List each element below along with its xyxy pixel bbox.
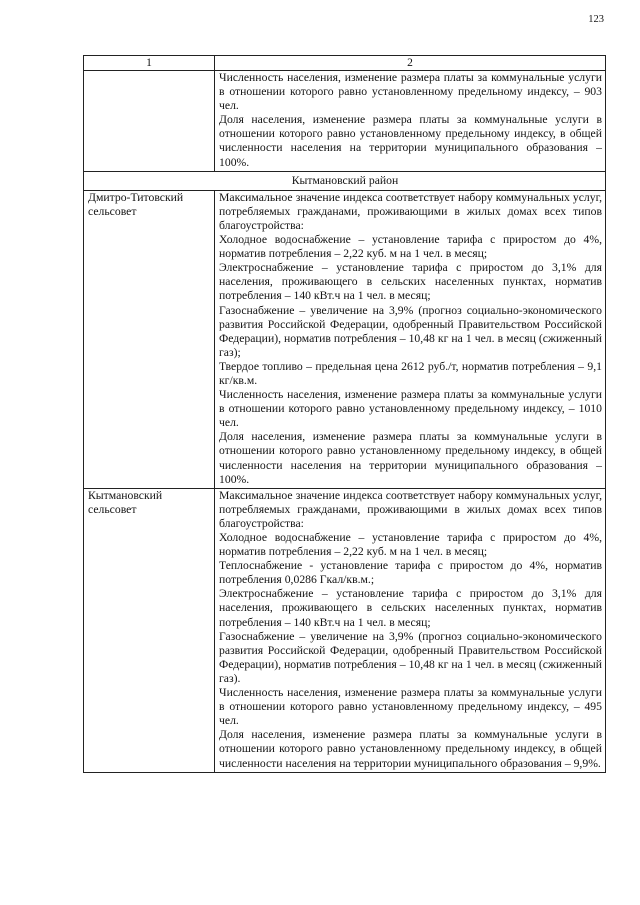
paragraph: Доля населения, изменение размера платы за коммунальные услуги в отношении которого равно установленному предельному индексу, в общей численности населения на территории муниципального образования – 100%. — [219, 113, 602, 169]
table-row-continuation — [84, 71, 606, 172]
row-name-cell: Кытмановский сельсовет — [84, 488, 215, 772]
row-name-cell — [84, 71, 215, 172]
row-text-cell — [215, 190, 606, 488]
paragraph: Твердое топливо – предельная цена 2612 руб./т, норматив потребления – 9,1 кг/кв.м. — [219, 359, 602, 387]
paragraph: Численность населения, изменение размера платы за коммунальные услуги в отношении которого равно установленному предельному индексу, – 495 чел. — [219, 686, 602, 728]
paragraph: Доля населения, изменение размера платы за коммунальные услуги в отношении которого равно установленному предельному индексу, в общей численности населения на территории муниципального образования – 100%. — [219, 430, 602, 486]
paragraph: Холодное водоснабжение – установление тарифа с приростом до 4%, норматив потребления – 2,22 куб. м на 1 чел. в месяц; — [219, 531, 602, 559]
district-row — [84, 171, 606, 190]
table-row — [84, 488, 606, 772]
row-name-cell: Дмитро-Титовский сельсовет — [84, 190, 215, 488]
header-col-2: 2 — [215, 56, 606, 71]
tariff-table — [83, 55, 606, 773]
paragraph: Численность населения, изменение размера платы за коммунальные услуги в отношении которого равно установленному предельному индексу, – 1010 чел. — [219, 388, 602, 430]
row-text-cell — [215, 488, 606, 772]
paragraph: Численность населения, изменение размера платы за коммунальные услуги в отношении которого равно установленному предельному индексу, – 903 чел. — [219, 71, 602, 113]
page-number: 123 — [588, 14, 604, 25]
paragraph: Максимальное значение индекса соответствует набору коммунальных услуг, потребляемых гражданами, проживающими в жилых домах всех типов благоустройства: — [219, 488, 602, 530]
paragraph: Электроснабжение – установление тарифа с приростом до 3,1% для населения, проживающего в сельских населенных пунктах, норматив потребления – 140 кВт.ч на 1 чел. в месяц; — [219, 261, 602, 303]
paragraph: Доля населения, изменение размера платы за коммунальные услуги в отношении которого равно установленному предельному индексу, в общей численности населения на территории муниципального образования – 9,9%. — [219, 728, 602, 770]
paragraph: Газоснабжение – увеличение на 3,9% (прогноз социально-экономического развития Российской Федерации, одобренный Правительством Российской Федерации), норматив потребления – 10,48 кг на 1 чел. в месяц (сжиженный газ). — [219, 629, 602, 685]
paragraph: Газоснабжение – увеличение на 3,9% (прогноз социально-экономического развития Российской Федерации, одобренный Правительством Российской Федерации), норматив потребления – 10,48 кг на 1 чел. в месяц (сжиженный газ); — [219, 303, 602, 359]
table-row — [84, 190, 606, 488]
row-text-cell — [215, 71, 606, 172]
paragraph: Максимальное значение индекса соответствует набору коммунальных услуг, потребляемых гражданами, проживающими в жилых домах всех типов благоустройства: — [219, 190, 602, 232]
paragraph: Холодное водоснабжение – установление тарифа с приростом до 4%, норматив потребления – 2,22 куб. м на 1 чел. в месяц; — [219, 233, 602, 261]
paragraph: Электроснабжение – установление тарифа с приростом до 3,1% для населения, проживающего в сельских населенных пунктах, норматив потребления – 140 кВт.ч на 1 чел. в месяц; — [219, 587, 602, 629]
header-col-1: 1 — [84, 56, 215, 71]
district-title: Кытмановский район — [84, 171, 606, 190]
table-header-row — [84, 56, 606, 71]
paragraph: Теплоснабжение - установление тарифа с приростом до 4%, норматив потребления 0,0286 Гкал/кв.м.; — [219, 559, 602, 587]
